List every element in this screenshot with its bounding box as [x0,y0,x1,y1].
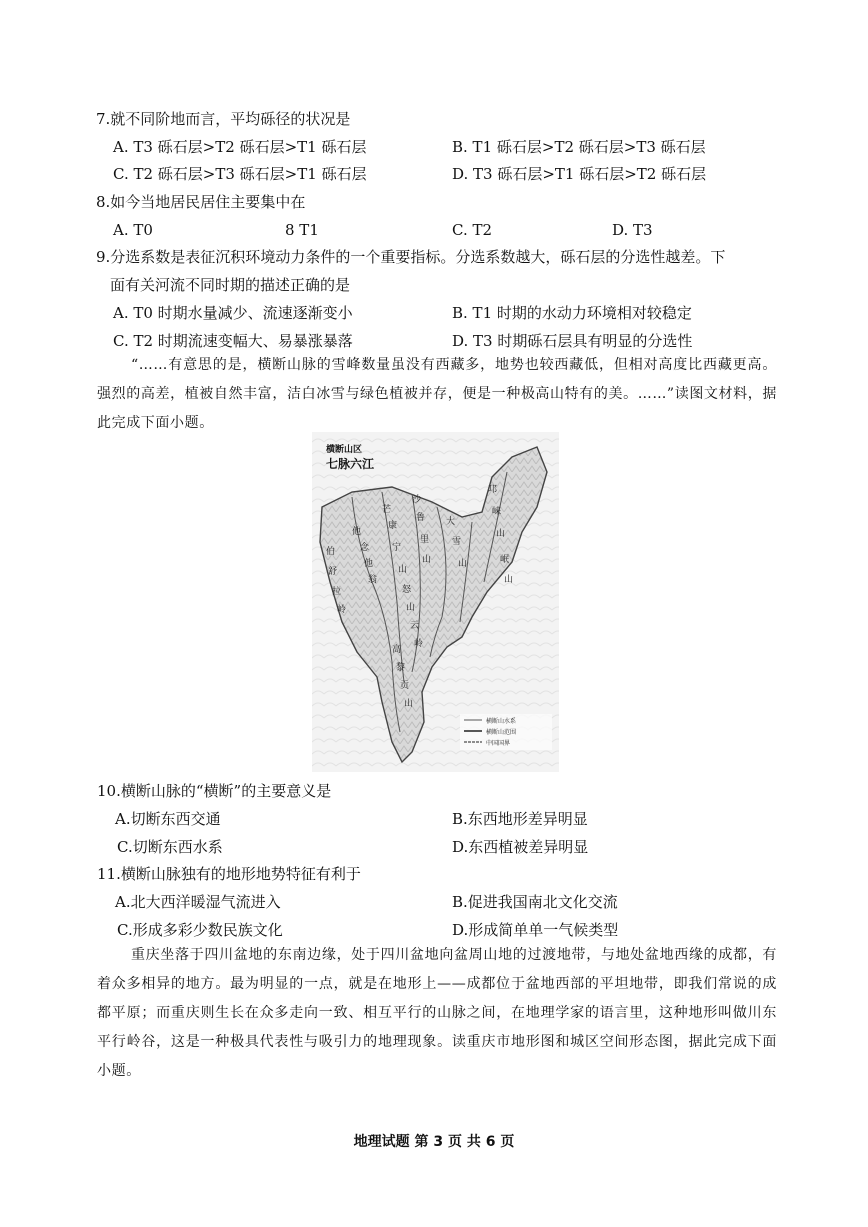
q11-stem: 11.横断山脉独有的地形地势特征有利于 [97,865,361,883]
map-legend [460,714,552,750]
mountain-label-char: 崃 [492,507,502,517]
mountain-label-char: 黎 [396,663,406,673]
mountain-label-char: 怒 [402,585,412,595]
q9-option-a: A. T0 时期水量减少、流速逐渐变小 [113,304,353,322]
map-figure [312,432,559,772]
q11-option-a: A.北大西洋暖湿气流进入 [115,893,281,911]
mountain-label-char: 山 [504,575,514,585]
mountain-label-char: 伯 [326,547,336,557]
mountain-label-char: 山 [458,559,468,569]
mountain-label-char: 他 [364,559,374,569]
map-region-label: 横断山区 [326,445,363,455]
mountain-label-char: 里 [420,535,430,545]
mountain-label-char: 山 [398,565,408,575]
mountain-label-char: 鲁 [416,513,426,523]
q8-option-d: D. T3 [612,221,653,239]
q10-option-a: A.切断东西交通 [115,810,221,828]
mountain-label-char: 山 [406,603,416,613]
q7-option-d: D. T3 砾石层>T1 砾石层>T2 砾石层 [452,165,707,183]
mountain-label-char: 山 [422,555,432,565]
mountain-label-char: 他 [352,527,362,537]
q11-option-b: B.促进我国南北文化交流 [452,893,618,911]
q7-option-b: B. T1 砾石层>T2 砾石层>T3 砾石层 [452,138,706,156]
mountain-label-char: 宁 [392,543,402,553]
hengduan-map [312,432,559,772]
mountain-label-char: 山 [496,529,506,539]
q7-option-a: A. T3 砾石层>T2 砾石层>T1 砾石层 [113,138,367,156]
mountain-label-char: 岭 [414,639,424,649]
mountain-label-char: 高 [392,645,402,655]
q10-option-d: D.东西植被差异明显 [452,838,589,856]
mountain-label-char: 大 [446,517,456,527]
q8-option-c: C. T2 [452,221,493,239]
mountain-label-char: 雪 [452,537,462,547]
q9-stem-line2: 面有关河流不同时期的描述正确的是 [110,276,351,294]
q9-option-c: C. T2 时期流速变幅大、易暴涨暴落 [113,332,353,350]
q8-stem: 8.如今当地居民居住主要集中在 [96,193,306,211]
q10-stem: 10.横断山脉的“横断”的主要意义是 [97,782,332,800]
q7-option-c: C. T2 砾石层>T3 砾石层>T1 砾石层 [113,165,367,183]
q10-option-c: C.切断东西水系 [117,838,223,856]
q9-stem-line1: 9.分选系数是表征沉积环境动力条件的一个重要指标。分选系数越大，砾石层的分选性越差。下 [96,248,726,266]
q8-option-b: 8 T1 [285,221,319,239]
passage-hengduan: “……有意思的是，横断山脉的雪峰数量虽没有西藏多，地势也较西藏低，但相对高度比西藏更高。强烈的高差，植被自然丰富，洁白冰雪与绿色植被并存，便是一种极高山特有的美。……”读图文材料，据此完成下面小题。 [97,357,777,431]
mountain-label-char: 沙 [412,495,422,505]
q8-option-a: A. T0 [113,221,153,239]
q10-option-b: B.东西地形差异明显 [452,810,588,828]
mountain-label-char: 康 [388,521,398,531]
mountain-label-char: 芒 [382,505,392,515]
mountain-label-char: 舒 [328,567,338,577]
mountain-label-char: 山 [404,699,414,709]
mountain-label-char: 邛 [488,485,498,495]
mountain-label-char: 拉 [332,587,342,597]
q11-option-d: D.形成简单单一气候类型 [452,921,619,939]
mountain-label-char: 贡 [400,681,410,691]
mountain-label-char: 岭 [337,605,347,615]
legend-item: 横断山范围 [486,729,517,736]
mountain-label-char: 翁 [368,575,378,585]
legend-item: 横断山水系 [486,718,517,725]
passage-chongqing: 重庆坐落于四川盆地的东南边缘，处于四川盆地向盆周山地的过渡地带，与地处盆地西缘的成都，有着众多相异的地方。最为明显的一点，就是在地形上——成都位于盆地西部的平坦地带，即我们常说的成都平原；而重庆则生长在众多走向一致、相互平行的山脉之间，在地理学家的语言里，这种地形叫做川东平行岭谷，这是一种极具代表性与吸引力的地理现象。读重庆市地形图和城区空间形态图，据此完成下面小题。 [97,947,777,1079]
q9-option-b: B. T1 时期的水动力环境相对较稳定 [452,304,692,322]
mountain-label-char: 念 [360,543,370,553]
legend-item: 中国国界 [486,740,511,747]
mountain-label-char: 云 [410,621,420,631]
mountain-label-char: 岷 [500,555,510,565]
q11-option-c: C.形成多彩少数民族文化 [117,921,283,939]
q9-option-d: D. T3 时期砾石层具有明显的分选性 [452,332,693,350]
q7-stem: 7.就不同阶地而言，平均砾径的状况是 [96,110,351,128]
map-title: 七脉六江 [326,457,375,471]
page-footer: 地理试题 第 3 页 共 6 页 [353,1134,515,1150]
